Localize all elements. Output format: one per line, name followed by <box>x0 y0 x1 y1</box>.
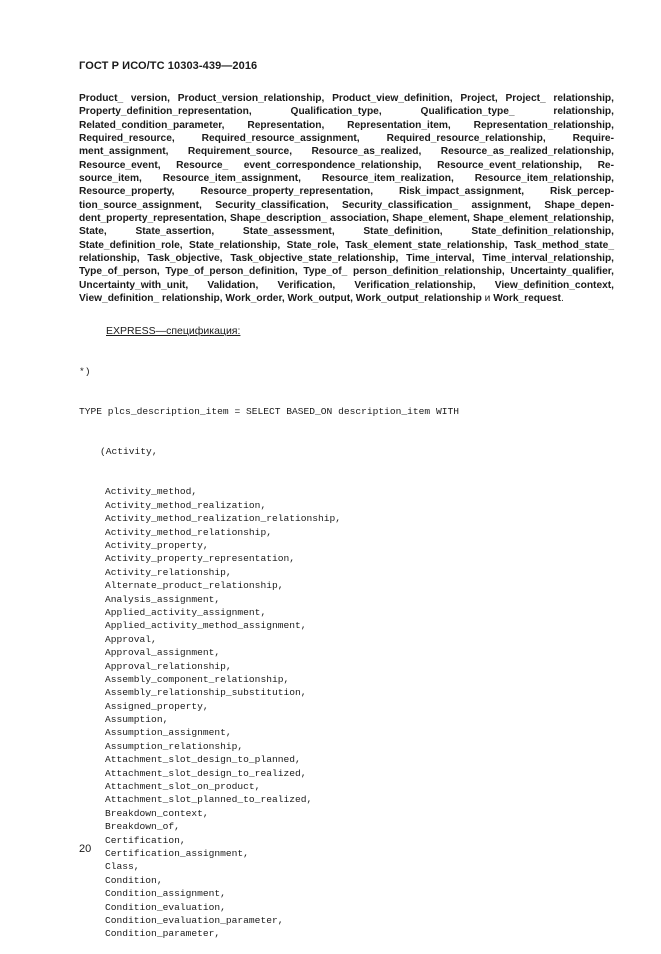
conjunction-text: и <box>481 293 494 305</box>
select-item-line: Approval_relationship, <box>105 660 232 672</box>
select-item-line: Approval_assignment, <box>105 647 221 659</box>
entity-list-text: Product_ version, Product_version_relationship, Product_view_definition, Project, Project_ relationship, Property_definition_representation, Qualification_type, Qualification_type_ relationship, Related_condition_parameter, Representation, Representation_item, Representation_relationship, Required_resource, Required_resource_assignment, Required_resource_relationship, Requirement_assignment, Requirement_source, Resource_as_realized, Resource_as_realized_relationship, Resource_event, Resource_ event_correspondence_relationship, Resource_event_relationship, Resource_item, Resource_item_assignment, Resource_item_realization, Resource_item_relationship, Resource_property, Resource_property_representation, Risk_impact_assignment, Risk_perception_source_assignment, Security_classification, Security_classification_ assignment, Shape_dependent_property_representation, Shape_description_ association, Shape_element, Shape_element_relationship, State, State_assertion, State_assessment, State_definition, State_definition_relationship, State_definition_role, State_relationship, State_role, Task_element_state_relationship, Task_method_state_ relationship, Task_objective, Task_objective_state_relationship, Time_interval, Time_interval_relationship, Type_of_person, Type_of_person_definition, Type_of_ person_definition_relationship, Uncertainty_qualifier, Uncertainty_with_unit, Validation, Verification, Verification_relationship, View_definition_context, View_definition_ relationship, Work_order, Work_output, Work_output_relationship <box>79 93 614 305</box>
comment-close-line: *) <box>79 365 91 377</box>
select-item-line: Attachment_slot_design_to_planned, <box>105 754 301 766</box>
select-item-line: Assumption, <box>105 714 169 726</box>
select-open-line: (Activity, <box>100 446 158 458</box>
select-item-line: Analysis_assignment, <box>105 593 221 605</box>
select-item-line: Attachment_slot_on_product, <box>105 781 261 793</box>
end-punctuation: . <box>560 293 564 305</box>
select-item-line: Condition, <box>105 874 163 886</box>
select-item-line: Activity_method_realization, <box>105 499 267 511</box>
select-item-line: Assembly_relationship_substitution, <box>105 687 307 699</box>
select-item-line: Certification, <box>105 834 186 846</box>
select-item-line: Attachment_slot_planned_to_realized, <box>105 794 313 806</box>
select-item-line: Assumption_relationship, <box>105 740 244 752</box>
select-item-line: Breakdown_of, <box>105 821 180 833</box>
last-entity-text: Work_request <box>493 293 561 305</box>
select-item-line: Assumption_assignment, <box>105 727 232 739</box>
select-item-line: Applied_activity_method_assignment, <box>105 620 307 632</box>
select-item-line: Condition_parameter, <box>105 928 221 940</box>
type-declaration-line: TYPE plcs_description_item = SELECT BASED_ON description_item WITH <box>79 406 459 418</box>
document-header: ГОСТ Р ИСО/ТС 10303-439—2016 <box>79 60 258 72</box>
select-item-line: Condition_evaluation_parameter, <box>105 914 284 926</box>
select-item-line: Activity_method_relationship, <box>105 526 272 538</box>
select-item-line: Breakdown_context, <box>105 807 209 819</box>
select-item-line: Activity_method, <box>105 486 198 498</box>
select-item-line: Activity_relationship, <box>105 566 232 578</box>
select-item-line: Approval, <box>105 633 157 645</box>
page-number: 20 <box>79 843 92 855</box>
select-item-line: Alternate_product_relationship, <box>105 580 284 592</box>
select-item-line: Attachment_slot_design_to_realized, <box>105 767 307 779</box>
select-item-line: Applied_activity_assignment, <box>105 606 267 618</box>
select-item-line: Condition_assignment, <box>105 888 226 900</box>
select-item-line: Activity_property, <box>105 539 209 551</box>
select-item-line: Assigned_property, <box>105 700 209 712</box>
select-item-line: Activity_property_representation, <box>105 553 295 565</box>
select-item-line: Certification_assignment, <box>105 847 249 859</box>
select-item-line: Condition_evaluation, <box>105 901 226 913</box>
entity-list-paragraph <box>79 92 614 306</box>
select-item-line: Class, <box>105 861 140 873</box>
express-spec-label: EXPRESS—спецификация: <box>106 325 241 337</box>
select-item-line: Activity_method_realization_relationship, <box>105 513 342 525</box>
express-code-block <box>79 338 639 954</box>
select-item-list <box>79 485 639 940</box>
select-item-line: Assembly_component_relationship, <box>105 673 290 685</box>
